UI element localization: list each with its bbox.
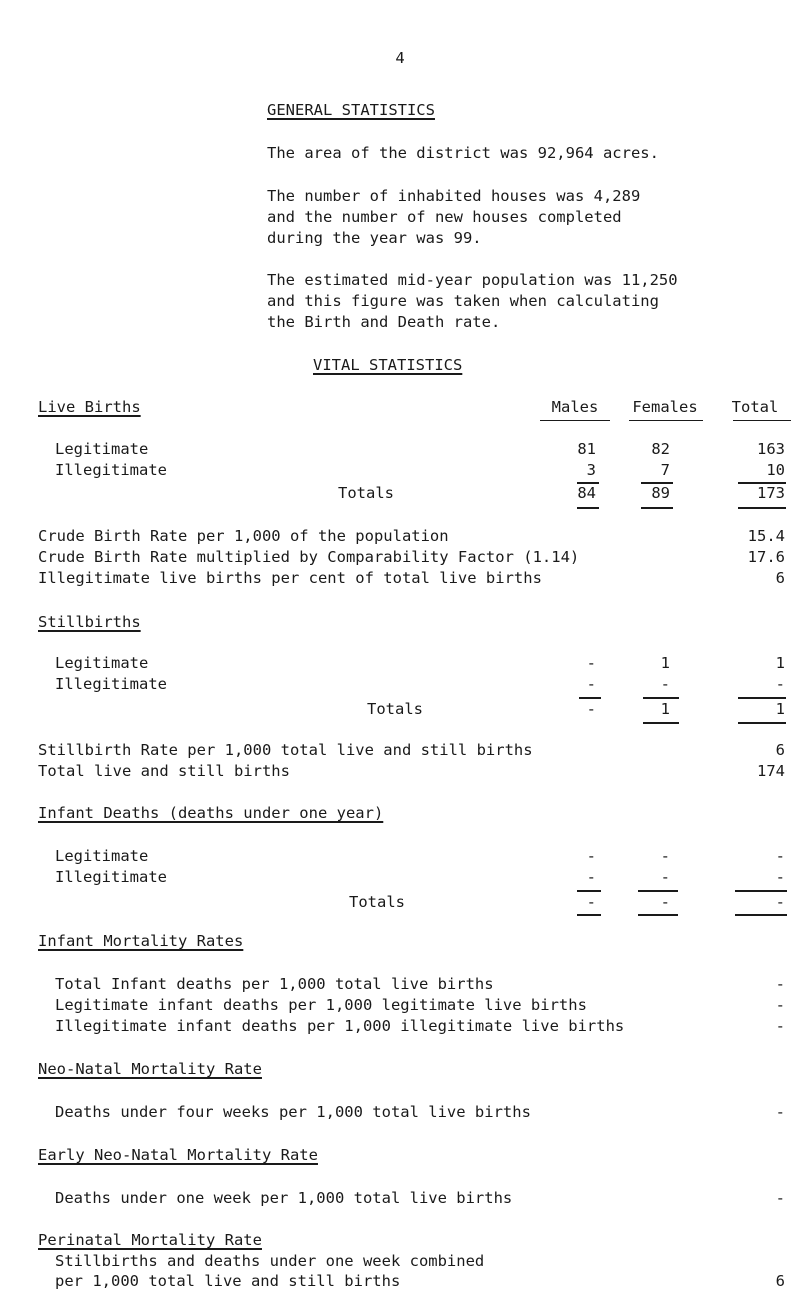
infant-illegitimate-females: - [660,868,670,886]
live-legitimate-males: 81 [577,440,596,458]
live-totals-females: 89 [651,484,670,502]
neo-natal-value: - [775,1103,785,1121]
still-legitimate-males: - [586,654,596,672]
infant-legitimate-total: - [775,847,785,865]
early-neo-natal-value: - [775,1189,785,1207]
infant-legitimate-label: Legitimate [55,847,149,865]
perinatal-label-line-2: per 1,000 total live and still births [55,1272,401,1290]
infant-females-total-rule [638,914,678,916]
still-totals-total: 1 [775,700,785,718]
still-totals-females: 1 [660,700,670,718]
live-legitimate-label: Legitimate [55,440,149,458]
still-illegitimate-females: - [660,675,670,693]
live-females-total-rule [641,507,673,509]
live-illegitimate-label: Illegitimate [55,461,167,479]
males-column-header: Males [551,398,599,416]
population-line-1: The estimated mid-year population was 11,250 [267,271,678,289]
still-legitimate-label: Legitimate [55,654,149,672]
vital-statistics-heading: VITAL STATISTICS [313,356,463,374]
still-totals-label: Totals [367,700,423,718]
total-header-rule [733,420,791,421]
live-legitimate-total: 163 [757,440,785,458]
area-line: The area of the district was 92,964 acres. [267,144,659,162]
early-neo-natal-heading: Early Neo-Natal Mortality Rate [38,1146,318,1164]
total-infant-rate-value: - [775,975,785,993]
still-illegitimate-total: - [775,675,785,693]
houses-line-1: The number of inhabited houses was 4,289 [267,187,641,205]
general-statistics-heading: GENERAL STATISTICS [267,101,435,119]
females-column-header: Females [632,398,698,416]
infant-legitimate-females: - [660,847,670,865]
live-illegitimate-total: 10 [766,461,785,479]
legitimate-infant-rate-value: - [775,996,785,1014]
infant-illegitimate-total: - [775,868,785,886]
still-females-total-rule [643,722,679,724]
infant-males-total-rule [577,914,601,916]
infant-illegitimate-label: Illegitimate [55,868,167,886]
perinatal-value: 6 [775,1272,785,1290]
population-line-3: the Birth and Death rate. [267,313,501,331]
live-births-heading: Live Births [38,398,141,416]
illegitimate-infant-rate-label: Illegitimate infant deaths per 1,000 illegitimate live births [55,1017,625,1035]
early-neo-natal-label: Deaths under one week per 1,000 total live births [55,1189,513,1207]
live-males-total-rule [577,507,599,509]
infant-totals-males: - [586,893,596,911]
infant-totals-females: - [660,893,670,911]
infant-legitimate-males: - [586,847,596,865]
crude-birth-rate-label: Crude Birth Rate per 1,000 of the population [38,527,449,545]
still-illegitimate-males: - [586,675,596,693]
crude-birth-rate-value: 15.4 [747,527,785,545]
still-illegitimate-label: Illegitimate [55,675,167,693]
total-column-header: Total [731,398,779,416]
houses-line-2: and the number of new houses completed [267,208,622,226]
live-totals-males: 84 [577,484,596,502]
adjusted-birth-rate-value: 17.6 [747,548,785,566]
infant-illegitimate-males: - [586,868,596,886]
still-total-total-rule [738,722,786,724]
neo-natal-label: Deaths under four weeks per 1,000 total live births [55,1103,531,1121]
infant-totals-total: - [775,893,785,911]
live-legitimate-females: 82 [651,440,670,458]
live-illegitimate-males: 3 [586,461,596,479]
infant-total-total-rule [735,914,787,916]
still-legitimate-total: 1 [775,654,785,672]
stillbirth-rate-label: Stillbirth Rate per 1,000 total live and still births [38,741,533,759]
neo-natal-heading: Neo-Natal Mortality Rate [38,1060,262,1078]
males-header-rule [540,420,610,421]
perinatal-label-line-1: Stillbirths and deaths under one week combined [55,1252,485,1270]
total-births-label: Total live and still births [38,762,290,780]
stillbirths-heading: Stillbirths [38,613,141,631]
page-number: 4 [395,49,405,67]
total-infant-rate-label: Total Infant deaths per 1,000 total live births [55,975,494,993]
population-line-2: and this figure was taken when calculating [267,292,659,310]
illegitimate-percent-value: 6 [775,569,785,587]
adjusted-birth-rate-label: Crude Birth Rate multiplied by Comparability Factor (1.14) [38,548,580,566]
still-legitimate-females: 1 [660,654,670,672]
females-header-rule [629,420,703,421]
total-births-value: 174 [757,762,785,780]
live-totals-label: Totals [338,484,394,502]
still-totals-males: - [586,700,596,718]
perinatal-heading: Perinatal Mortality Rate [38,1231,262,1249]
stillbirth-rate-value: 6 [775,741,785,759]
illegitimate-infant-rate-value: - [775,1017,785,1035]
illegitimate-percent-label: Illegitimate live births per cent of total live births [38,569,542,587]
infant-deaths-heading: Infant Deaths (deaths under one year) [38,804,384,822]
infant-totals-label: Totals [349,893,405,911]
live-illegitimate-females: 7 [660,461,670,479]
infant-mortality-heading: Infant Mortality Rates [38,932,244,950]
legitimate-infant-rate-label: Legitimate infant deaths per 1,000 legitimate live births [55,996,587,1014]
houses-line-3: during the year was 99. [267,229,482,247]
live-totals-total: 173 [757,484,785,502]
live-total-total-rule [738,507,786,509]
